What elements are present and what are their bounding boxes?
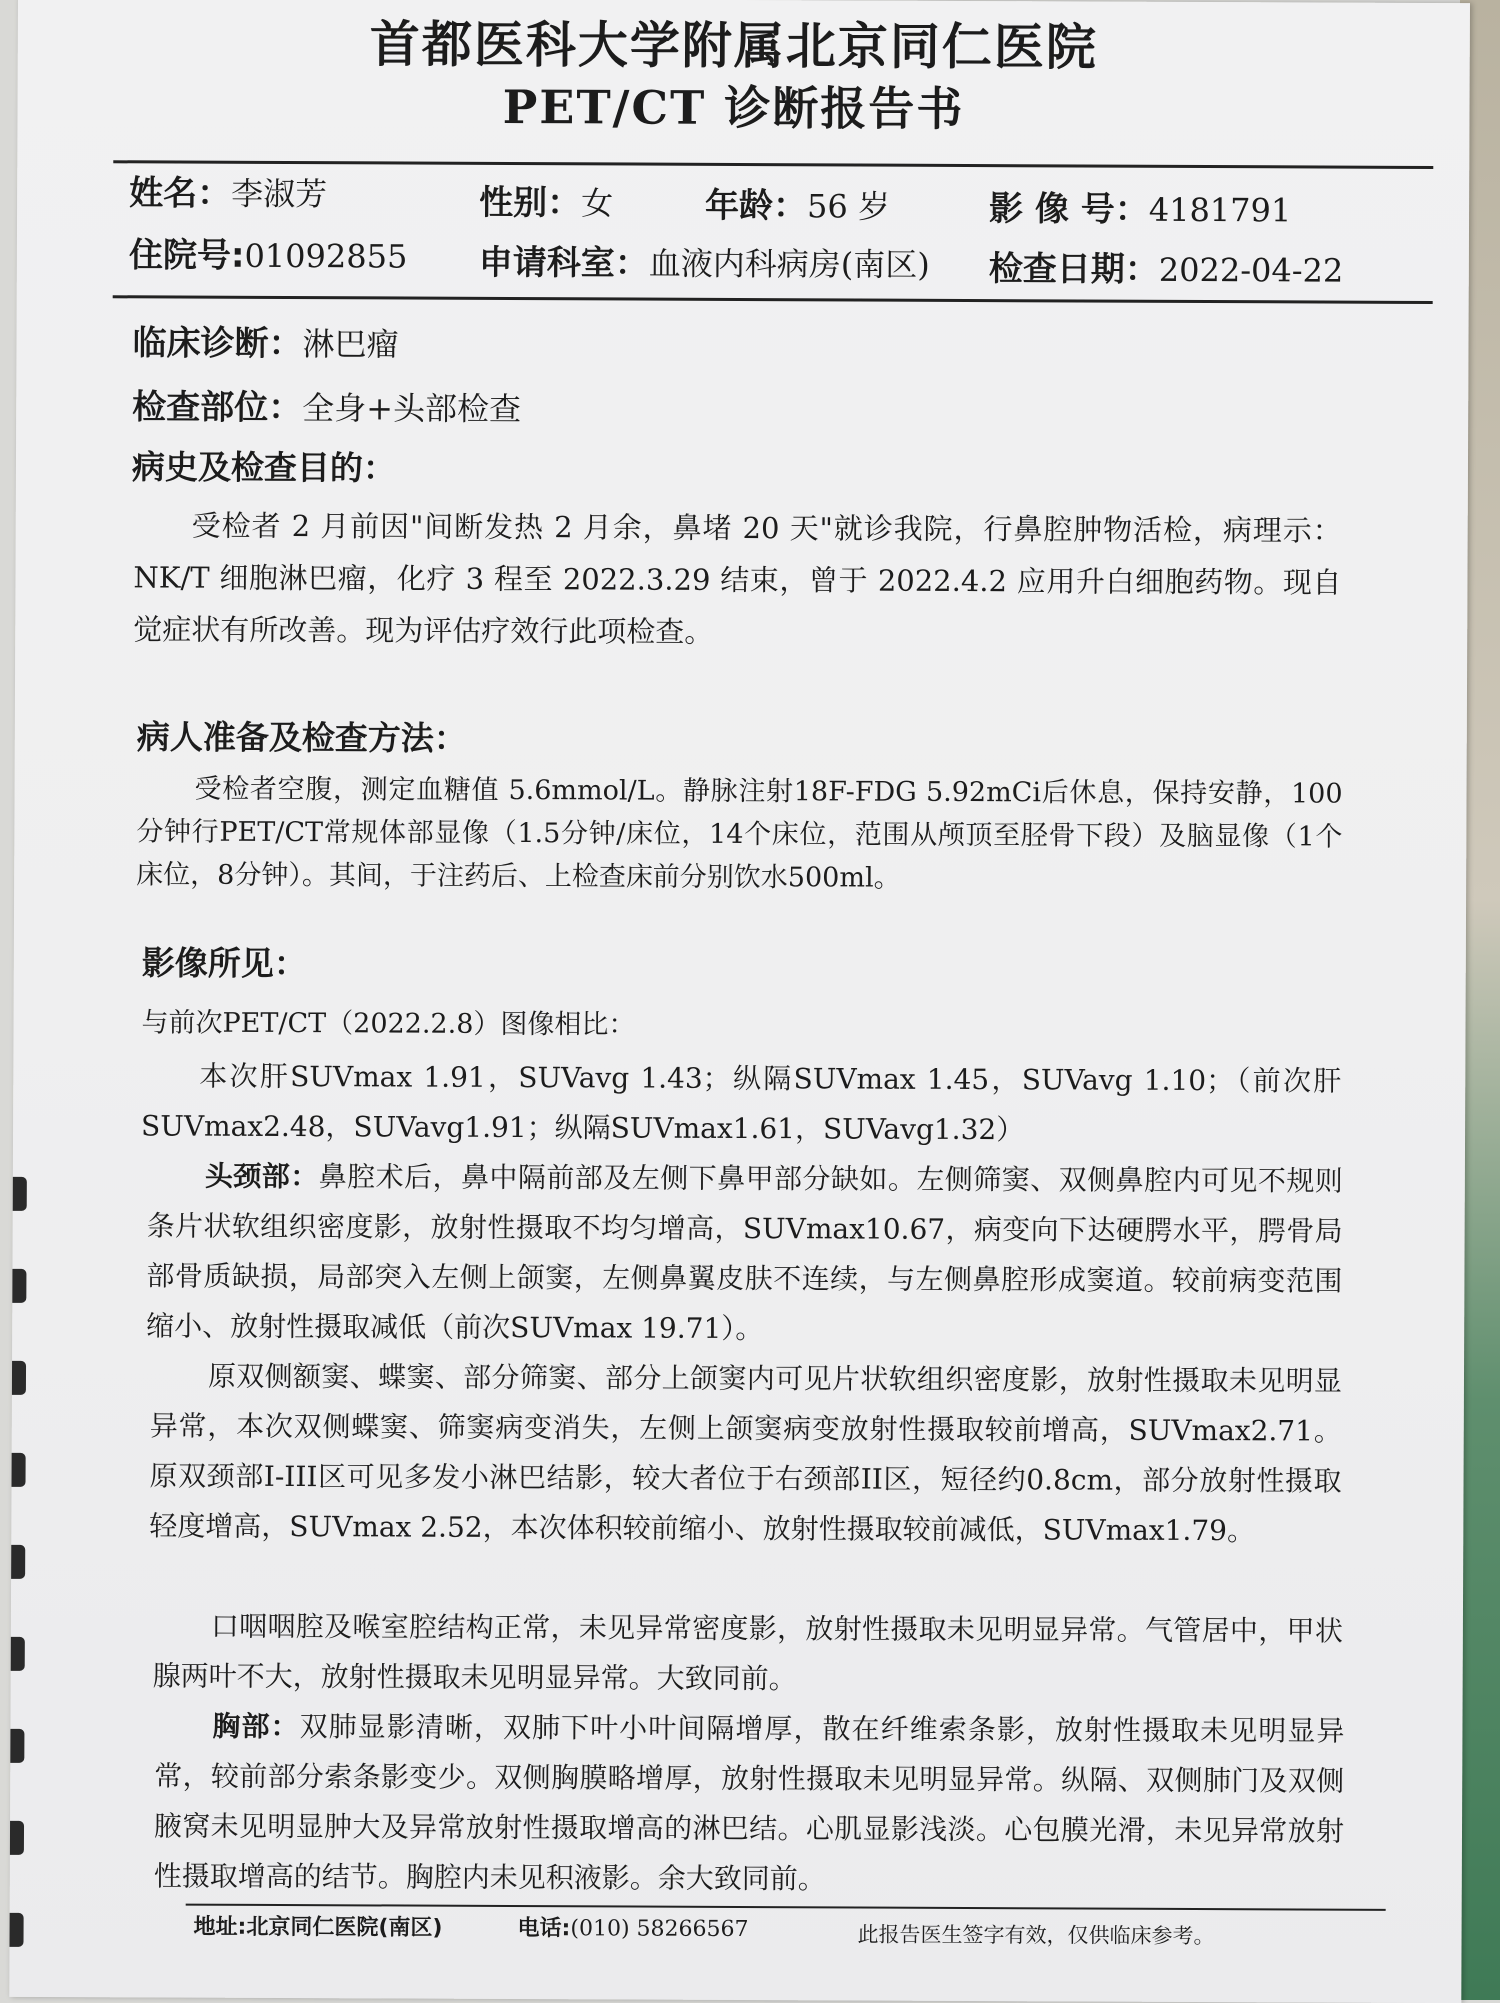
header-rule-bottom xyxy=(113,295,1433,304)
exam-site-label: 检查部位： xyxy=(132,387,303,429)
patient-name-label: 姓名： xyxy=(129,173,232,214)
image-number-field xyxy=(989,181,1291,231)
patient-sex-field xyxy=(479,175,613,225)
findings-sinus: 原双侧额窦、蝶窦、部分筛窦、部分上颌窦内可见片状软组织密度影，放射性摄取未见明显异常，本次双侧蝶窦、筛窦病变消失，左侧上颌窦病变放射性摄取较前增高，SUVmax2.71。原双颈部I-III区可见多发小淋巴结影，较大者位于右颈部II区，短径约0.8cm，部分放射性摄取轻度增高，SUVmax 2.52，本次体积较前缩小、放射性摄取较前减低，SUVmax1.79。 xyxy=(149,1359,1343,1548)
method-heading: 病人准备及检查方法： xyxy=(136,717,467,758)
history-heading: 病史及检查目的： xyxy=(131,447,397,488)
inpatient-number-label: 住院号: xyxy=(128,235,245,276)
findings-compare: 与前次PET/CT（2022.2.8）图像相比： xyxy=(141,1007,636,1041)
method-text: 受检者空腹，测定血糖值 5.6mmol/L。静脉注射18F-FDG 5.92mCi后休息，保持安静，100分钟行PET/CT常规体部显像（1.5分钟/床位，14个床位，范围从颅顶至胫骨下段）及脑显像（1个床位，8分钟）。其间，于注药后、上检查床前分别饮水500ml。 xyxy=(136,773,1343,894)
footer-phone-value: (010) 58266567 xyxy=(570,1916,749,1943)
footer-address-value: 北京同仁医院(南区) xyxy=(246,1914,443,1941)
department-field xyxy=(479,235,930,286)
department: 血液内科病房(南区) xyxy=(648,244,930,284)
patient-sex: 女 xyxy=(581,184,614,223)
findings-heading: 影像所见： xyxy=(141,943,307,984)
image-number: 4181791 xyxy=(1148,190,1292,230)
clinical-diagnosis-label: 临床诊断： xyxy=(132,323,303,365)
footer-phone-label: 电话: xyxy=(517,1916,571,1942)
footer-address xyxy=(194,1910,443,1942)
history-text: 受检者 2 月前因"间断发热 2 月余，鼻堵 20 天"就诊我院，行鼻腔肿物活检，病理示：NK/T 细胞淋巴瘤，化疗 3 程至 2022.3.29 结束，曾于 2022.4.2 应用升白细胞药物。现自觉症状有所改善。现为评估疗效行此项检查。 xyxy=(133,508,1342,649)
head-neck-label: 头颈部： xyxy=(204,1159,319,1194)
head-neck-text: 鼻腔术后，鼻中隔前部及左侧下鼻甲部分缺如。左侧筛窦、双侧鼻腔内可见不规则条片状软组织密度影，放射性摄取不均匀增高，SUVmax10.67，病变向下达硬腭水平，腭骨局部骨质缺损，局部突入左侧上颌窦，左侧鼻翼皮肤不连续，与左侧鼻腔形成窦道。较前病变范围缩小、放射性摄取减低（前次SUVmax 19.71）。 xyxy=(146,1160,1343,1346)
exam-site: 全身+头部检查 xyxy=(302,389,522,429)
chest-label: 胸部： xyxy=(212,1709,300,1744)
image-number-label: 影 像 号： xyxy=(989,189,1149,230)
exam-site-field xyxy=(132,379,521,430)
footer-note: 此报告医生签字有效，仅供临床参考。 xyxy=(857,1922,1215,1949)
patient-sex-label: 性别： xyxy=(479,182,582,224)
report-title: PET/CT 诊断报告书 xyxy=(502,79,965,136)
clinical-diagnosis-field xyxy=(132,315,398,365)
clinical-diagnosis: 淋巴瘤 xyxy=(302,325,399,364)
exam-date: 2022-04-22 xyxy=(1158,250,1344,290)
patient-name: 李淑芳 xyxy=(231,174,328,214)
inpatient-number-field xyxy=(129,227,408,277)
findings-head-neck xyxy=(146,1151,1343,1356)
patient-age-field xyxy=(705,178,890,228)
report-page xyxy=(9,0,1470,2003)
exam-date-field xyxy=(989,241,1344,292)
footer-phone xyxy=(518,1911,749,1943)
department-label: 申请科室： xyxy=(478,242,649,284)
patient-age-label: 年龄： xyxy=(705,185,808,227)
exam-date-label: 检查日期： xyxy=(988,249,1159,290)
findings-suv: 本次肝SUVmax 1.91，SUVavg 1.43；纵隔SUVmax 1.45，SUVavg 1.10；（前次肝SUVmax2.48，SUVavg1.91；纵隔SUVmax1.61，SUVavg1.32） xyxy=(141,1059,1342,1147)
footer-address-label: 地址: xyxy=(193,1914,247,1940)
inpatient-number: 01092855 xyxy=(244,236,408,276)
findings-pharynx: 口咽咽腔及喉室腔结构正常，未见异常密度影，放射性摄取未见明显异常。气管居中，甲状腺两叶不大，放射性摄取未见明显异常。大致同前。 xyxy=(152,1609,1343,1696)
spiral-binding xyxy=(9,1177,27,1997)
findings-chest xyxy=(154,1701,1345,1906)
chest-text: 双肺显影清晰，双肺下叶小叶间隔增厚，散在纤维索条影，放射性摄取未见明显异常，较前部分索条影变少。双侧胸膜略增厚，放射性摄取未见明显异常。纵隔、双侧肺门及双侧腋窝未见明显肿大及异常放射性摄取增高的淋巴结。心肌显影浅淡。心包膜光滑，未见异常放射性摄取增高的结节。胸腔内未见积液影。余大致同前。 xyxy=(153,1710,1345,1896)
patient-age: 56 岁 xyxy=(807,187,891,226)
patient-name-field xyxy=(129,165,327,215)
hospital-name: 首都医科大学附属北京同仁医院 xyxy=(369,14,1098,77)
